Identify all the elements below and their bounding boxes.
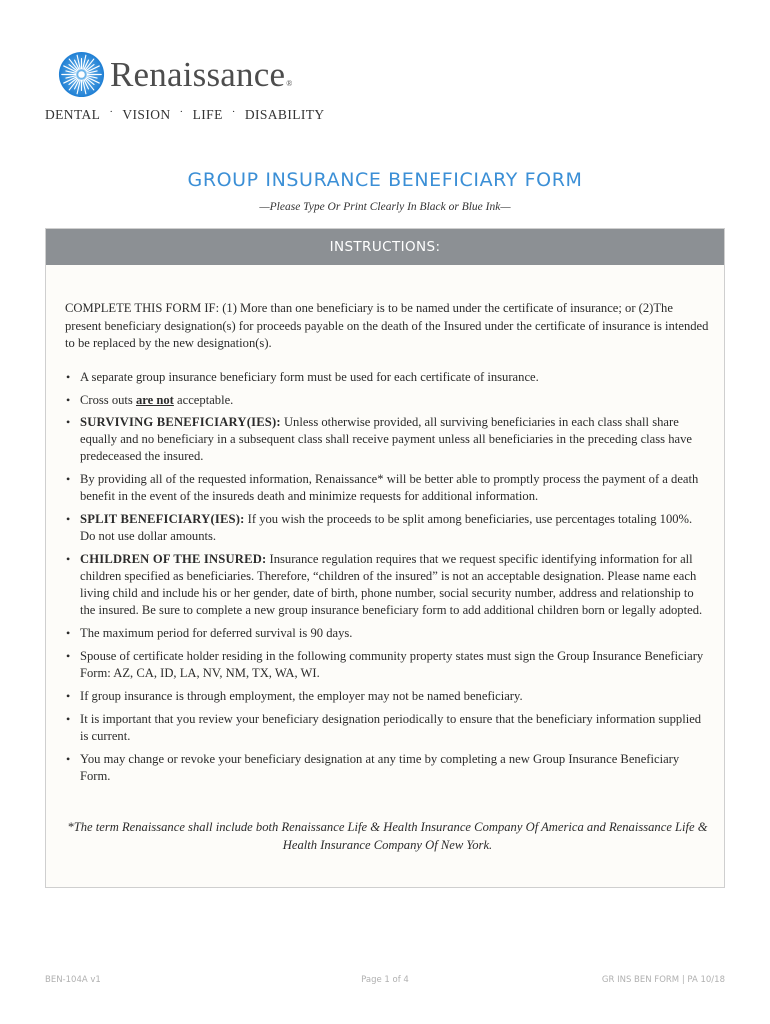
form-subtitle: —Please Type Or Print Clearly In Black or Blue Ink—	[259, 201, 511, 213]
brand-logo	[58, 49, 292, 99]
separator: ·	[109, 106, 114, 118]
separator: ·	[231, 106, 236, 118]
product-dental: DENTAL	[45, 107, 101, 122]
list-item: • SPLIT BENEFICIARY(IES): If you wish the proceeds to be split among beneficiaries, use percentages totaling 100%. Do not use dollar amounts.	[65, 511, 710, 545]
form-code: BEN-104A v1	[45, 975, 101, 985]
separator: ·	[179, 106, 184, 118]
footnote: *The term Renaissance shall include both Renaissance Life & Health Insurance Company Of America and Renaissance Life & Health Insurance Company Of New York.	[67, 820, 708, 852]
list-item: • SURVIVING BENEFICIARY(IES): Unless otherwise provided, all surviving beneficiaries in each class shall share equally and no beneficiary in a subsequent class shall receive payment unless all beneficiaries in the preceding class have predeceased the insured.	[65, 414, 710, 465]
instructions-panel	[45, 228, 725, 888]
form-version: GR INS BEN FORM | PA 10/18	[601, 975, 725, 985]
product-vision: VISION	[122, 107, 171, 122]
list-item: • If group insurance is through employment, the employer may not be named beneficiary.	[65, 688, 710, 705]
instructions-list	[65, 369, 710, 791]
registered-mark: ®	[286, 78, 293, 88]
list-item: • Spouse of certificate holder residing in the following community property states must sign the Group Insurance Beneficiary Form: AZ, CA, ID, LA, NV, NM, TX, WA, WI.	[65, 648, 710, 682]
product-lines	[45, 107, 325, 123]
list-item: • It is important that you review your beneficiary designation periodically to ensure that the beneficiary information supplied is current.	[65, 711, 710, 745]
instructions-heading: INSTRUCTIONS:	[46, 229, 724, 265]
list-item: • A separate group insurance beneficiary form must be used for each certificate of insurance.	[65, 369, 710, 386]
sunburst-logo-icon	[58, 51, 105, 98]
list-item: • You may change or revoke your beneficiary designation at any time by completing a new Group Insurance Beneficiary Form.	[65, 751, 710, 785]
list-item-crossouts: • Cross outs are not acceptable.	[65, 392, 710, 409]
list-item: • CHILDREN OF THE INSURED: Insurance regulation requires that we request specific identifying information for all children specified as beneficiaries. Therefore, “children of the insured” is not an acceptable designation. Please name each living child and include his or her gender, date of birth, phone number, social security number, address and relationship to the insured. Be sure to complete a new group insurance beneficiary form to add additional children born or legally adopted.	[65, 551, 710, 619]
brand-name: Renaissance	[110, 54, 286, 94]
page-footer	[45, 975, 725, 989]
emphasis-are-not: are not	[135, 393, 174, 407]
instructions-intro: COMPLETE THIS FORM IF: (1) More than one beneficiary is to be named under the certificate of insurance; or (2)The present beneficiary designation(s) for proceeds payable on the death of the Insured under the certificate of insurance is intended to be replaced by the new designation(s).	[65, 301, 709, 350]
list-item: • The maximum period for deferred survival is 90 days.	[65, 625, 710, 642]
form-title: GROUP INSURANCE BENEFICIARY FORM	[187, 169, 583, 191]
product-disability: DISABILITY	[244, 107, 325, 122]
page-number: Page 1 of 4	[361, 975, 409, 985]
product-life: LIFE	[192, 107, 223, 122]
list-item: • By providing all of the requested information, Renaissance* will be better able to promptly process the payment of a death benefit in the event of the insureds death and minimize requests for additional information.	[65, 471, 710, 505]
